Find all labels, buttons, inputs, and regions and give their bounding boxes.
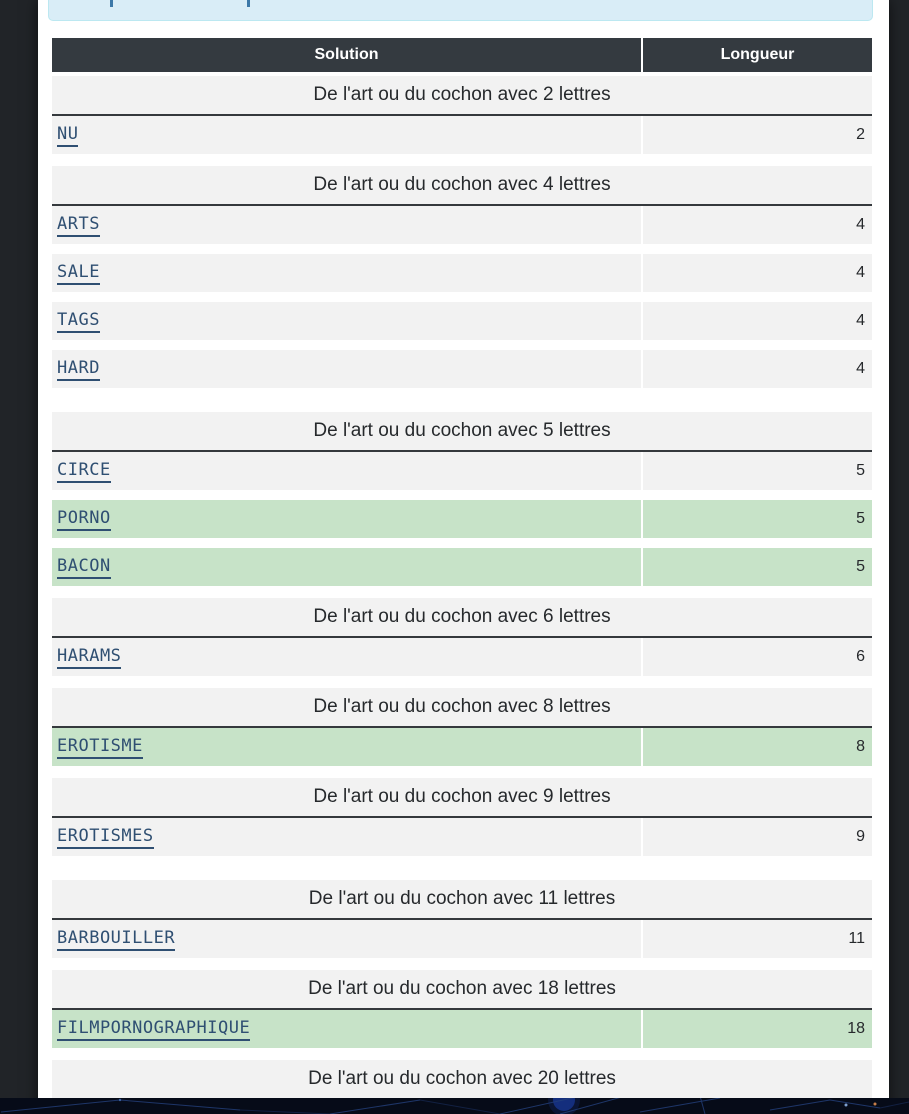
group-header: De l'art ou du cochon avec 4 lettres [52,166,872,206]
solution-cell [52,116,641,154]
letter-group-section [52,880,872,958]
solution-row [52,500,872,538]
solution-row [52,1010,872,1048]
solution-row [52,638,872,676]
solution-cell [52,500,641,538]
length-cell: 4 [643,350,872,388]
length-cell: 5 [643,548,872,586]
solution-cell [52,728,641,766]
letter-group-section [52,1060,872,1100]
solution-link[interactable]: NU [57,124,78,147]
solution-row [52,206,872,244]
length-cell: 11 [643,920,872,958]
solution-row [52,116,872,154]
sections-container [52,76,872,1100]
solution-link[interactable]: PORNO [57,508,111,531]
solution-row [52,350,872,388]
column-header-solution: Solution [52,38,641,72]
solution-row [52,818,872,856]
letter-group-section [52,166,872,388]
solution-cell [52,350,641,388]
group-header: De l'art ou du cochon avec 11 lettres [52,880,872,920]
letter-group-section [52,412,872,586]
solution-cell [52,452,641,490]
solution-cell [52,254,641,292]
solution-link[interactable]: HARAMS [57,646,121,669]
rows-container [52,206,872,388]
solution-row [52,548,872,586]
footer-background-band [0,1098,909,1114]
table-header-row [52,38,872,72]
solution-cell [52,548,641,586]
letter-group-section [52,970,872,1048]
solution-cell [52,1010,641,1048]
cutoff-text-fragment [247,0,250,7]
solution-row [52,452,872,490]
solution-link[interactable]: HARD [57,358,100,381]
length-cell: 4 [643,302,872,340]
solution-link[interactable]: EROTISMES [57,826,154,849]
solution-link[interactable]: ARTS [57,214,100,237]
group-header: De l'art ou du cochon avec 20 lettres [52,1060,872,1100]
rows-container [52,116,872,154]
solution-row [52,302,872,340]
solution-link[interactable]: BARBOUILLER [57,928,175,951]
letter-group-section [52,76,872,154]
solution-link[interactable]: CIRCE [57,460,111,483]
solution-link[interactable]: SALE [57,262,100,285]
group-header: De l'art ou du cochon avec 9 lettres [52,778,872,818]
group-header: De l'art ou du cochon avec 8 lettres [52,688,872,728]
letter-group-section [52,598,872,676]
solution-cell [52,920,641,958]
length-cell: 8 [643,728,872,766]
solution-cell [52,638,641,676]
solution-link[interactable]: TAGS [57,310,100,333]
rows-container [52,452,872,586]
constellation-pattern [0,1098,909,1114]
letter-group-section [52,778,872,856]
solution-row [52,728,872,766]
solution-row [52,920,872,958]
length-cell: 6 [643,638,872,676]
letter-group-section [52,688,872,766]
length-cell: 5 [643,452,872,490]
group-header: De l'art ou du cochon avec 2 lettres [52,76,872,116]
solution-link[interactable]: BACON [57,556,111,579]
length-cell: 9 [643,818,872,856]
length-cell: 18 [643,1010,872,1048]
info-alert [48,0,873,21]
solution-cell [52,818,641,856]
length-cell: 4 [643,254,872,292]
group-header: De l'art ou du cochon avec 6 lettres [52,598,872,638]
rows-container [52,818,872,856]
cutoff-text-fragment [110,0,113,7]
length-cell: 2 [643,116,872,154]
solution-row [52,254,872,292]
length-cell: 4 [643,206,872,244]
column-header-longueur: Longueur [643,38,872,72]
content-area [38,0,889,1114]
rows-container [52,1010,872,1048]
rows-container [52,920,872,958]
solution-link[interactable]: FILMPORNOGRAPHIQUE [57,1018,250,1041]
group-header: De l'art ou du cochon avec 18 lettres [52,970,872,1010]
length-cell: 5 [643,500,872,538]
rows-container [52,638,872,676]
group-header: De l'art ou du cochon avec 5 lettres [52,412,872,452]
rows-container [52,728,872,766]
solution-cell [52,206,641,244]
solutions-table [52,38,872,1100]
solution-link[interactable]: EROTISME [57,736,143,759]
solution-cell [52,302,641,340]
